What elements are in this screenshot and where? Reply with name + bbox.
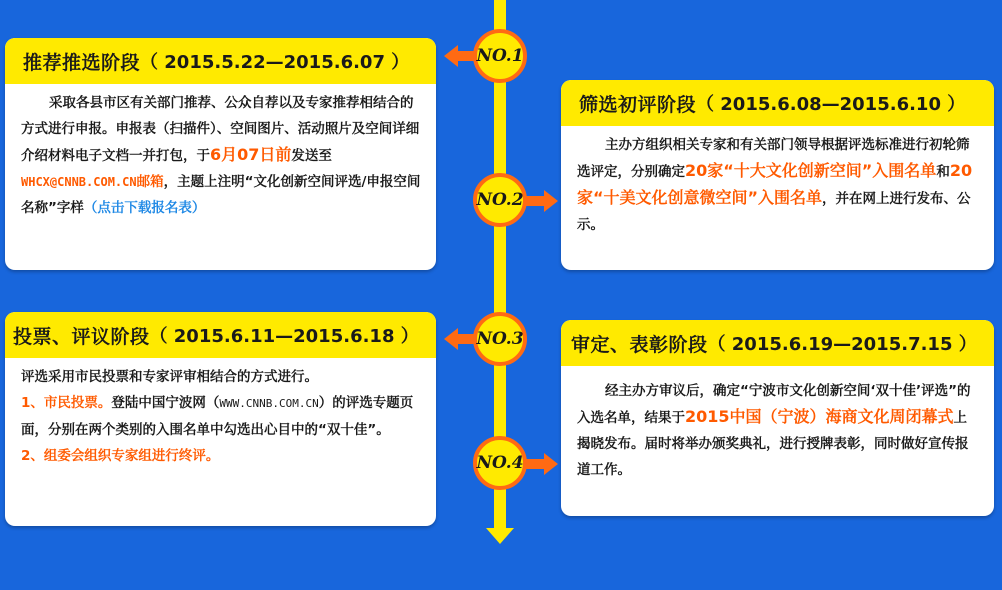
stage-4-title: 审定、表彰阶段 bbox=[571, 333, 708, 356]
badge-no-1: NO.1 bbox=[473, 29, 527, 83]
stage-4-text-a: 经主办方审议后，确定“宁波市文化创新空间‘双十佳’评选”的入选名单，结果于 bbox=[577, 383, 971, 426]
stage-1-title: 推荐推选阶段 bbox=[23, 51, 141, 74]
stage-4-dates: （ 2015.6.19—2015.7.15 ） bbox=[707, 334, 977, 355]
stage-1-deadline: 6月07日前 bbox=[210, 145, 292, 164]
stage-2-header bbox=[561, 80, 994, 126]
badge-no-3: NO.3 bbox=[473, 312, 527, 366]
cnnb-url-link[interactable]: WWW.CNNB.COM.CN bbox=[219, 397, 319, 410]
stage-1-text-a: 采取各县市区有关部门推荐、公众自荐以及专家推荐相结合的方式进行申报。申报表（扫描件）、空间图片、活动照片及空间详细介绍材料电子文档一并打包，于 bbox=[21, 95, 420, 164]
stage-3-header bbox=[5, 312, 436, 358]
stage-3-intro: 评选采用市民投票和专家评审相结合的方式进行。 bbox=[21, 369, 318, 385]
badge-no-4: NO.4 bbox=[473, 436, 527, 490]
stage-3-body bbox=[21, 364, 422, 469]
stage-3-card bbox=[5, 312, 436, 526]
stage-2-dates: （ 2015.6.08—2015.6.10 ） bbox=[696, 94, 966, 115]
badge-no-2: NO.2 bbox=[473, 173, 527, 227]
stage-3-title: 投票、评议阶段 bbox=[13, 325, 150, 348]
stage-1-email[interactable]: WHCX@CNNB.COM.CN bbox=[21, 175, 137, 189]
stage-1-header bbox=[5, 38, 436, 84]
stage-4-highlight: 2015中国（宁波）海商文化周闭幕式 bbox=[685, 407, 954, 426]
stage-2-highlight-1: 20家“十大文化创新空间”入围名单 bbox=[685, 161, 937, 180]
stage-4-text-b: 上揭晓发布。届时将举办颁奖典礼，进行授牌表彰，同时做好宣传报道工作。 bbox=[577, 410, 969, 478]
stage-4-card bbox=[561, 320, 994, 516]
timeline-arrow-icon bbox=[486, 528, 514, 544]
stage-1-body bbox=[21, 90, 424, 221]
stage-1-text-c: ，主题上注明“文化创新空间评选/申报空间名称”字样 bbox=[21, 174, 421, 216]
stage-1-email-suffix: 邮箱 bbox=[136, 174, 164, 190]
stage-3-item-1-label: 1、市民投票。 bbox=[21, 395, 112, 411]
stage-3-item-1-text-a: 登陆中国宁波网（ bbox=[111, 395, 220, 411]
stage-2-text-b: 和 bbox=[936, 164, 950, 180]
stage-2-text-c: ，并在网上进行发布、公示。 bbox=[577, 191, 971, 233]
stage-2-card bbox=[561, 80, 994, 270]
download-form-link[interactable]: （点击下载报名表） bbox=[83, 200, 206, 216]
stage-2-highlight-2: 20家“十美文化创意微空间”入围名单 bbox=[577, 161, 973, 207]
stage-2-body bbox=[577, 132, 980, 238]
stage-4-body bbox=[577, 378, 980, 483]
stage-1-dates: （ 2015.5.22—2015.6.07 ） bbox=[140, 52, 410, 73]
stage-2-title: 筛选初评阶段 bbox=[579, 93, 697, 116]
stage-3-dates: （ 2015.6.11—2015.6.18 ） bbox=[149, 326, 419, 347]
stage-3-item-2: 2、组委会组织专家组进行终评。 bbox=[21, 448, 220, 464]
stage-2-text-a: 主办方组织相关专家和有关部门领导根据评选标准进行初轮筛选评定，分别确定 bbox=[577, 137, 970, 180]
stage-4-header bbox=[561, 320, 994, 366]
stage-1-text-b: 发送至 bbox=[291, 148, 332, 164]
stage-3-item-1 bbox=[21, 390, 422, 443]
stage-1-card bbox=[5, 38, 436, 270]
stage-3-item-1-text-b: ）的评选专题页面，分别在两个类别的入围名单中勾选出心目中的“双十佳”。 bbox=[21, 395, 414, 438]
